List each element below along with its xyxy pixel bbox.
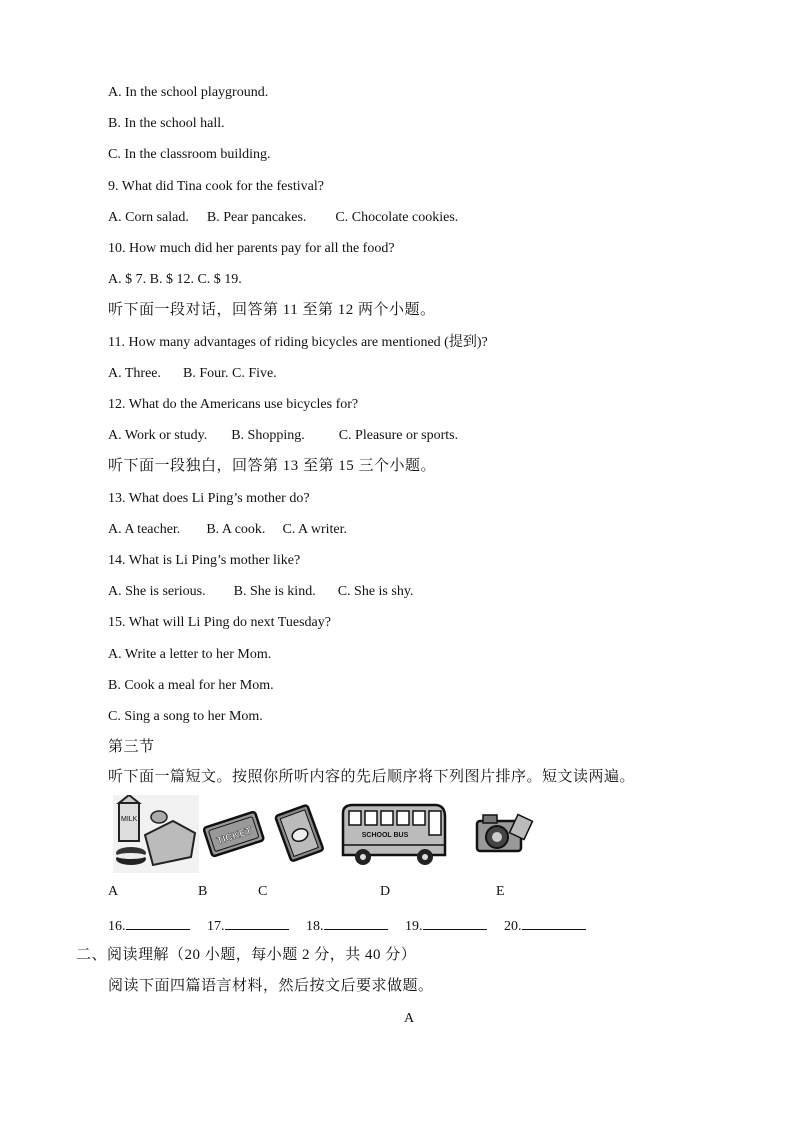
milk-label: MILK (121, 816, 138, 823)
q8-option-c: C. In the classroom building. (108, 147, 271, 162)
q12-option-b: B. Shopping. (231, 428, 305, 443)
question-11: 11. How many advantages of riding bicycles are mentioned (提到)? (108, 335, 488, 350)
section-instruction-11: 听下面一段对话，回答第 11 至第 12 两个小题。 (108, 302, 436, 318)
q15-option-c: C. Sing a song to her Mom. (108, 709, 263, 724)
q9-option-c: C. Chocolate cookies. (335, 210, 459, 225)
q15-option-b: B. Cook a meal for her Mom. (108, 678, 274, 693)
q14-option-a: A. She is serious. (108, 584, 206, 599)
question-15: 15. What will Li Ping do next Tuesday? (108, 615, 331, 630)
q12-option-c: C. Pleasure or sports. (338, 428, 459, 443)
picture-letter-b: B (198, 884, 208, 899)
bus-label: SCHOOL BUS (361, 832, 409, 839)
q12-option-a: A. Work or study. (108, 428, 208, 443)
q13-option-c: C. A writer. (282, 522, 347, 537)
q14-options (108, 583, 413, 601)
q10-options: A. $ 7. B. $ 12. C. $ 19. (108, 272, 242, 287)
passage-label: A (404, 1011, 415, 1026)
blank-16[interactable]: 16. (108, 915, 190, 936)
part-three-heading: 第三节 (108, 739, 155, 755)
q11-options-bc: B. Four. C. Five. (183, 366, 277, 381)
section-two-heading: 二、阅读理解（20 小题，每小题 2 分，共 40 分） (76, 947, 417, 963)
part-three-instruction: 听下面一篇短文。按照你所听内容的先后顺序将下列图片排序。短文读两遍。 (108, 769, 636, 785)
section-two-instruction: 阅读下面四篇语言材料，然后按文后要求做题。 (108, 978, 434, 994)
picture-letter-c: C (258, 884, 268, 899)
question-13: 13. What does Li Ping’s mother do? (108, 491, 310, 506)
q9-option-a: A. Corn salad. (108, 210, 189, 225)
q11-options (108, 365, 277, 383)
q14-option-c: C. She is shy. (337, 584, 414, 599)
blank-19[interactable]: 19. (405, 915, 487, 936)
blank-20[interactable]: 20. (504, 915, 586, 936)
question-12: 12. What do the Americans use bicycles for? (108, 397, 359, 412)
camera-picture (469, 795, 535, 873)
q11-option-a: A. Three. (108, 366, 161, 381)
q8-option-a: A. In the school playground. (108, 85, 269, 100)
food-picture (113, 795, 199, 873)
picture-strip (113, 795, 535, 873)
question-9: 9. What did Tina cook for the festival? (108, 179, 324, 194)
question-10: 10. How much did her parents pay for all the food? (108, 241, 395, 256)
school-bus-picture (339, 795, 449, 873)
q14-option-b: B. She is kind. (233, 584, 316, 599)
q15-option-a: A. Write a letter to her Mom. (108, 647, 272, 662)
book-picture (273, 795, 327, 873)
blank-17[interactable]: 17. (207, 915, 289, 936)
question-14: 14. What is Li Ping’s mother like? (108, 553, 301, 568)
q12-options (108, 427, 458, 445)
blank-18[interactable]: 18. (306, 915, 388, 936)
section-instruction-13: 听下面一段独白，回答第 13 至第 15 三个小题。 (108, 458, 437, 474)
picture-letter-a: A (108, 884, 119, 899)
ticket-picture (203, 795, 265, 873)
q9-option-b: B. Pear pancakes. (206, 210, 307, 225)
q13-options (108, 521, 347, 539)
ticket-label: TICKET (215, 825, 254, 848)
answer-blanks (108, 915, 586, 936)
q13-option-a: A. A teacher. (108, 522, 181, 537)
q13-option-b: B. A cook. (206, 522, 266, 537)
q8-option-b: B. In the school hall. (108, 116, 225, 131)
picture-letter-e: E (496, 884, 505, 899)
picture-letter-d: D (380, 884, 391, 899)
q9-options (108, 209, 458, 227)
